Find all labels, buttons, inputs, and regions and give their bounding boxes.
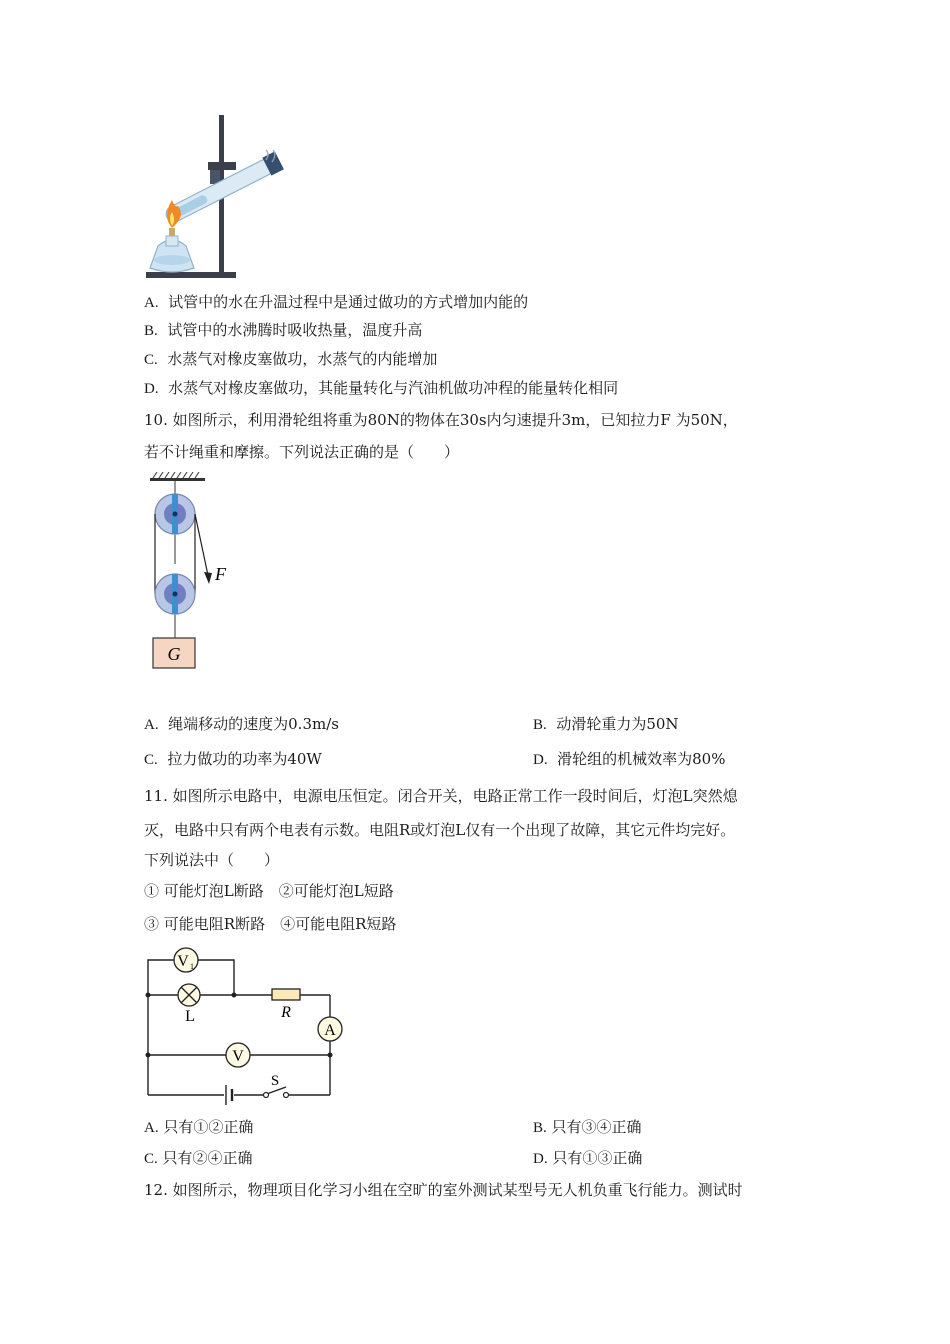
q10-force-label: F	[215, 564, 226, 584]
q11-stem-line5: ③ 可能电阻R断路 ④可能电阻R短路	[144, 915, 397, 933]
q9-option-c: C. 水蒸气对橡皮塞做功，水蒸气的内能增加	[144, 350, 438, 368]
q11-voltmeter-label: V	[232, 1048, 244, 1065]
q11-option-b: B. 只有③④正确	[533, 1118, 642, 1136]
q10-option-a: A. 绳端移动的速度为0.3m/s	[144, 715, 339, 733]
q11-option-d: D. 只有①③正确	[533, 1149, 643, 1167]
q9-option-b: B. 试管中的水沸腾时吸收热量，温度升高	[144, 321, 423, 339]
q11-switch-label: S	[270, 1073, 280, 1089]
q11-stem-line4: ① 可能灯泡L断路 ②可能灯泡L短路	[144, 882, 394, 900]
q10-stem-line2: 若不计绳重和摩擦。下列说法正确的是（ ）	[144, 443, 460, 461]
q11-resistor-label: R	[281, 1004, 291, 1021]
q11-circuit-figure	[140, 945, 350, 1105]
q11-v1-label: V	[177, 953, 189, 970]
q10-option-d: D. 滑轮组的机械效率为80%	[533, 750, 726, 768]
q11-lamp-label: L	[185, 1008, 195, 1025]
q11-ammeter-label: A	[324, 1022, 336, 1039]
q10-option-c: C. 拉力做功的功率为40W	[144, 750, 322, 768]
q12-stem-line1: 12. 如图所示，物理项目化学习小组在空旷的室外测试某型号无人机负重飞行能力。测试时	[144, 1181, 743, 1199]
q10-option-b: B. 动滑轮重力为50N	[533, 715, 679, 733]
q10-pulley-figure	[145, 472, 245, 672]
q9-option-a: A. 试管中的水在升温过程中是通过做功的方式增加内能的	[144, 293, 529, 311]
q11-stem-line1: 11. 如图所示电路中，电源电压恒定。闭合开关，电路正常工作一段时间后，灯泡L突然熄	[144, 787, 738, 805]
q11-stem-line3: 下列说法中（ ）	[144, 851, 280, 869]
q9-option-d: D. 水蒸气对橡皮塞做功，其能量转化与汽油机做功冲程的能量转化相同	[144, 379, 619, 397]
q11-option-a: A. 只有①②正确	[144, 1118, 254, 1136]
q11-stem-line2: 灭，电路中只有两个电表有示数。电阻R或灯泡L仅有一个出现了故障，其它元件均完好。	[144, 821, 736, 839]
q10-weight-label: G	[167, 644, 181, 664]
q11-v1-subscript: 1	[190, 962, 194, 971]
q11-option-c: C. 只有②④正确	[144, 1149, 253, 1167]
q10-stem-line1: 10. 如图所示，利用滑轮组将重为80N的物体在30s内匀速提升3m，已知拉力F 为50N，	[144, 411, 738, 429]
q9-apparatus-figure	[140, 110, 290, 285]
